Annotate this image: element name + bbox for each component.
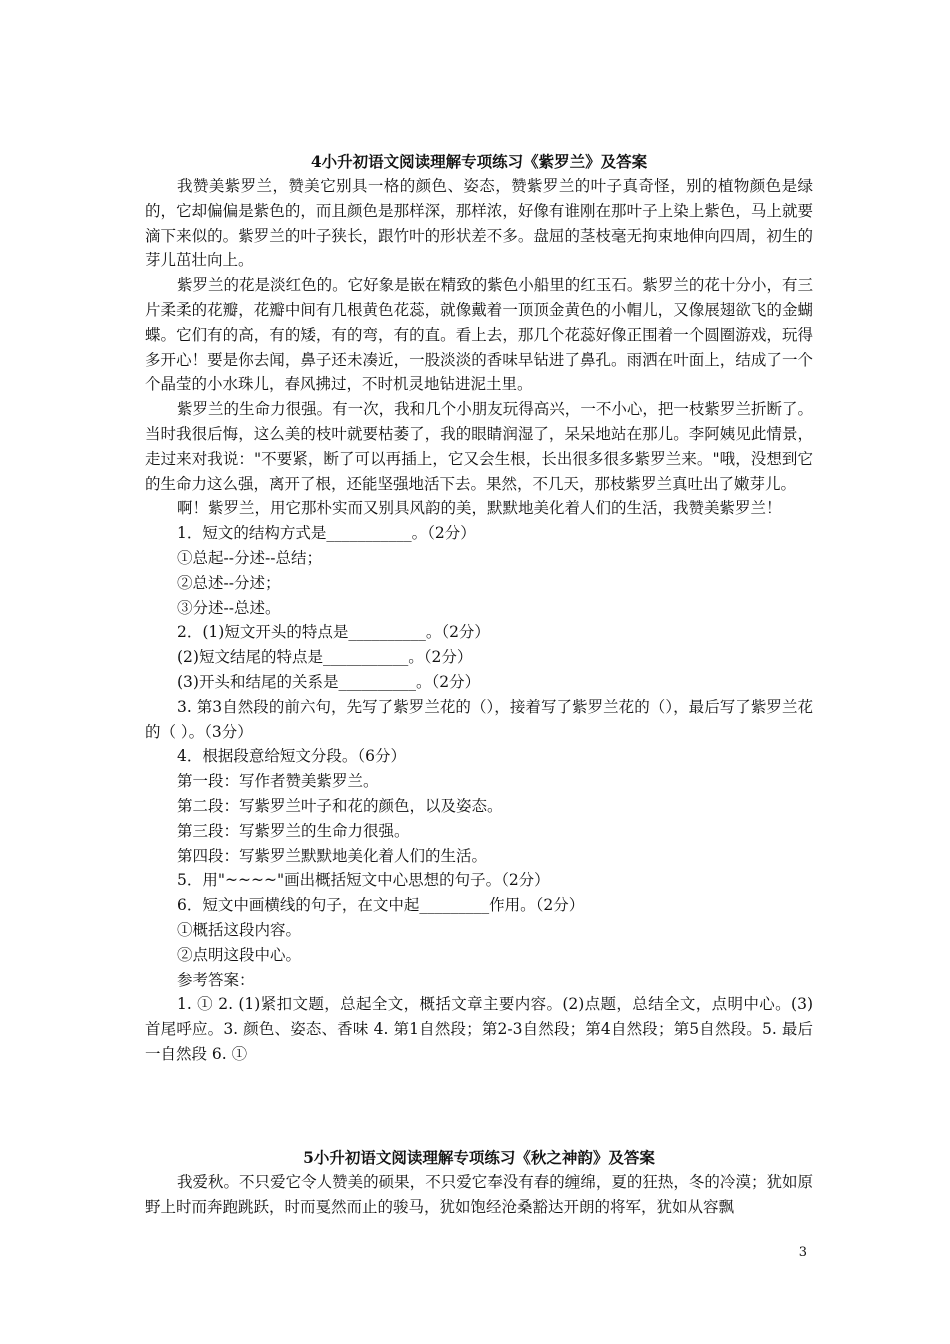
paragraph: 紫罗兰的花是淡红色的。它好象是嵌在精致的紫色小船里的红玉石。紫罗兰的花十分小，有三片柔柔的花瓣，花瓣中间有几根黄色花蕊，就像戴着一顶顶金黄色的小帽儿，又像展翅欲飞的金蝴蝶。它们有的高，有的矮，有的弯，有的直。看上去，那几个花蕊好像正围着一个圆圈游戏，玩得多开心！要是你去闻，鼻子还未凑近，一股淡淡的香味早钻进了鼻孔。雨洒在叶面上，结成了一个个晶莹的小水珠儿，春风拂过，不时机灵地钻进泥土里。: [145, 276, 813, 394]
paragraph: 啊！紫罗兰，用它那朴实而又别具风韵的美，默默地美化着人们的生活，我赞美紫罗兰！: [177, 499, 782, 518]
option: 第一段：写作者赞美紫罗兰。: [177, 772, 379, 791]
option: ③分述--总述。: [177, 598, 281, 617]
paragraph: 紫罗兰的生命力很强。有一次，我和几个小朋友玩得高兴，一不小心，把一枝紫罗兰折断了。当时我很后悔，这么美的枝叶就要枯萎了，我的眼睛润湿了，呆呆地站在那儿。李阿姨见此情景，走过来对我说："不要紧，断了可以再插上，它又会生根，长出很多很多紫罗兰来。"哦，没想到它的生命力这么强，离开了根，还能坚强地活下去。果然，不几天，那枝紫罗兰真吐出了嫩芽儿。: [145, 400, 813, 493]
answer-text: 1. ① 2. (1)紧扣文题，总起全文，概括文章主要内容。(2)点题，总结全文，点明中心。(3)首尾呼应。3. 颜色、姿态、香味 4. 第1自然段；第2-3自然段；第4自然段；第5自然段。5. 最后一自然段 6. ①: [145, 995, 813, 1063]
section-body-2: [145, 1170, 813, 1220]
option: 第四段：写紫罗兰默默地美化着人们的生活。: [177, 846, 488, 865]
section-title-2: 5小升初语文阅读理解专项练习《秋之神韵》及答案: [303, 1148, 655, 1167]
question: 1．短文的结构方式是___________。（2分）: [177, 524, 476, 543]
option: ①概括这段内容。: [177, 920, 302, 939]
question: (3)开头和结尾的关系是__________。（2分）: [177, 672, 481, 691]
option: ②总述--分述；: [177, 573, 281, 592]
question: 2．(1)短文开头的特点是__________。（2分）: [177, 623, 490, 642]
question: 4．根据段意给短文分段。（6分）: [177, 747, 406, 766]
question: (2)短文结尾的特点是___________。（2分）: [177, 648, 473, 667]
paragraph: 我赞美紫罗兰，赞美它别具一格的颜色、姿态，赞紫罗兰的叶子真奇怪，别的植物颜色是绿的，它却偏偏是紫色的，而且颜色是那样深，那样浓，好像有谁刚在那叶子上染上紫色，马上就要滴下来似的。紫罗兰的叶子狭长，跟竹叶的形状差不多。盘屈的茎枝毫无拘束地伸向四周，初生的芽儿茁壮向上。: [145, 177, 813, 270]
question: 6．短文中画横线的句子，在文中起_________作用。（2分）: [177, 896, 585, 915]
option: 第二段：写紫罗兰叶子和花的颜色，以及姿态。: [177, 796, 503, 815]
option: 第三段：写紫罗兰的生命力很强。: [177, 821, 410, 840]
option: ①总起--分述--总结；: [177, 548, 322, 567]
option: ②点明这段中心。: [177, 945, 302, 964]
question: 3. 第3自然段的前六句，先写了紫罗兰花的（），接着写了紫罗兰花的（），最后写了紫罗兰花的（ ）。（3分）: [145, 697, 813, 741]
section-body-1: [145, 174, 813, 1067]
section-title-1: 4小升初语文阅读理解专项练习《紫罗兰》及答案: [310, 152, 648, 171]
answer-heading: 参考答案：: [177, 970, 255, 989]
question: 5．用"~~~~"画出概括短文中心思想的句子。（2分）: [177, 871, 550, 890]
page-number: 3: [798, 1245, 807, 1260]
paragraph: 我爱秋。不只爱它令人赞美的硕果，不只爱它奉没有春的缠绵，夏的狂热，冬的冷漠；犹如原野上时而奔跑跳跃，时而戛然而止的骏马，犹如饱经沧桑豁达开朗的将军，犹如从容飘: [145, 1173, 813, 1216]
